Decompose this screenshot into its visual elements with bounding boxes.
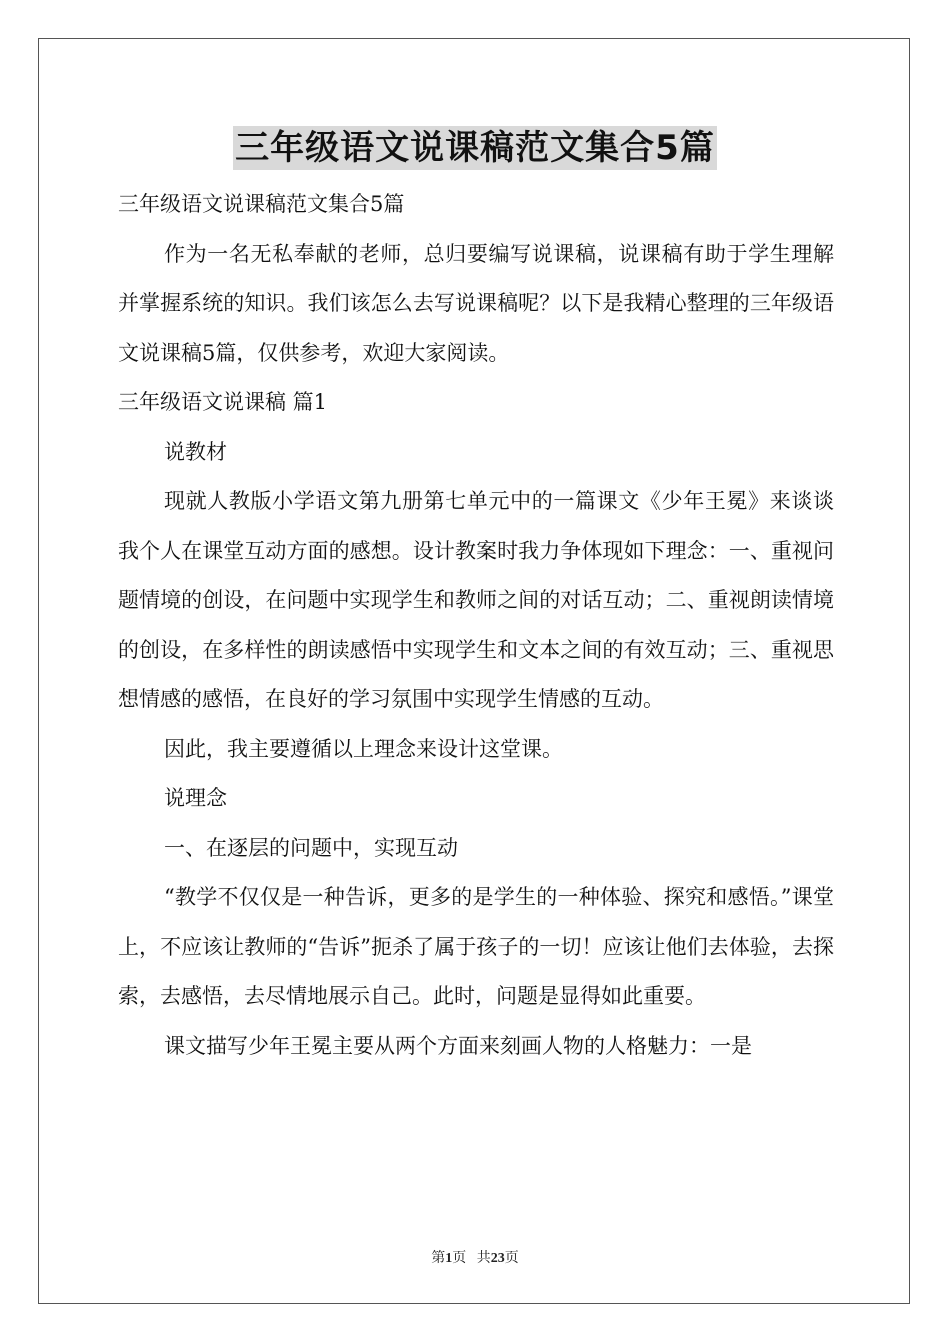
footer-total-pages: 23 — [490, 1251, 505, 1266]
paragraph-intro: 作为一名无私奉献的老师，总归要编写说课稿，说课稿有助于学生理解并掌握系统的知识。我们该怎么去写说课稿呢？以下是我精心整理的三年级语文说课稿5篇，仅供参考，欢迎大家阅读。 — [118, 241, 834, 365]
paragraph-therefore: 因此，我主要遵循以上理念来设计这堂课。 — [164, 736, 563, 761]
footer-prefix: 第 — [431, 1251, 446, 1266]
footer-total-suffix: 页 — [504, 1251, 519, 1266]
footer-page-suffix: 页 — [452, 1251, 467, 1266]
footer-page-number: 1 — [445, 1251, 453, 1266]
document-subtitle: 三年级语文说课稿范文集合5篇 — [118, 192, 405, 216]
paragraph-point-one: 一、在逐层的问题中，实现互动 — [164, 835, 458, 860]
paragraph-text-description: 课文描写少年王冕主要从两个方面来刻画人物的人格魅力：一是 — [164, 1033, 752, 1058]
page-footer — [0, 1247, 950, 1267]
paragraph-heading-textbook: 说教材 — [164, 439, 227, 464]
footer-total-prefix: 共 — [476, 1251, 491, 1266]
paragraph-heading-concept: 说理念 — [164, 786, 227, 810]
document-body — [118, 180, 834, 1071]
section-heading: 三年级语文说课稿 篇1 — [118, 390, 328, 414]
paragraph-quote: “教学不仅仅是一种告诉，更多的是学生的一种体验、探究和感悟。”课堂上，不应该让教师的“告诉”扼杀了属于孩子的一切！应该让他们去体验，去探索，去感悟，去尽情地展示自己。此时，问题是显得如此重要。 — [118, 885, 834, 1008]
document-title: 三年级语文说课稿范文集合5篇 — [235, 128, 715, 168]
paragraph-textbook: 现就人教版小学语文第九册第七单元中的一篇课文《少年王冕》来谈谈我个人在课堂互动方面的感想。设计教案时我力争体现如下理念：一、重视问题情境的创设，在问题中实现学生和教师之间的对话互动；二、重视朗读情境的创设，在多样性的朗读感悟中实现学生和文本之间的有效互动；三、重视思想情感的感悟，在良好的学习氛围中实现学生情感的互动。 — [118, 489, 834, 711]
title-container — [0, 126, 950, 170]
